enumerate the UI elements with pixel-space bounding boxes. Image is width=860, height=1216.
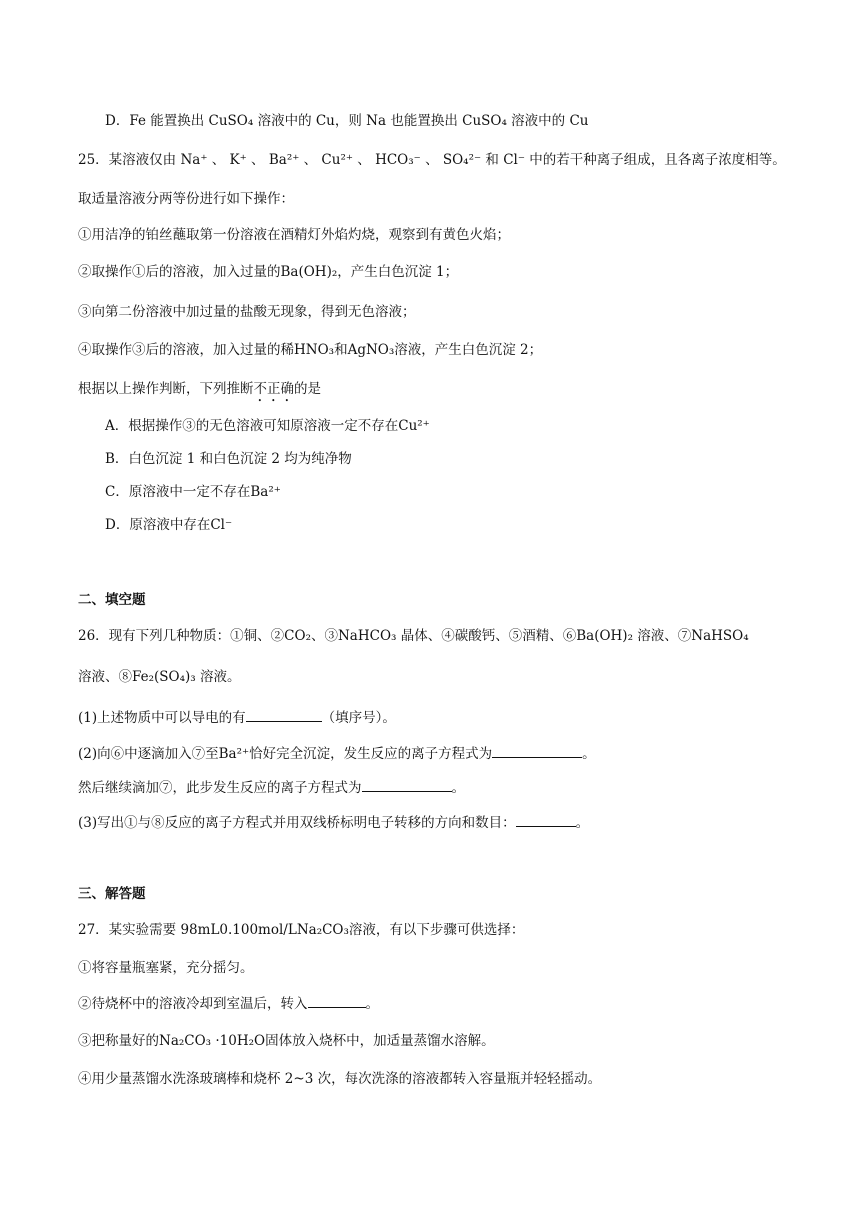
q25-step2-post: ，产生白色沉淀 1；	[337, 264, 459, 280]
q26-sub2b	[78, 777, 465, 798]
q27-step2-end: 。	[365, 996, 379, 1012]
q25-question-post: 的是	[294, 381, 321, 397]
q27-step3-pre: ③把称量好的	[78, 1033, 159, 1049]
q27-step2	[78, 993, 379, 1014]
q26-sub1-post: （填序号）。	[321, 710, 396, 726]
q25-option-d-text: D．原溶液中存在	[105, 517, 211, 533]
q25-option-a-text: A．根据操作③的无色溶液可知原溶液一定不存在	[105, 418, 399, 434]
q25-option-a	[105, 416, 430, 436]
q26-sub3-end: 。	[575, 815, 590, 831]
q25-option-a-chem: Cu²⁺	[398, 418, 430, 434]
section-2-heading: 二、填空题	[78, 592, 146, 608]
q26-stem-line2: 溶液、⑧Fe₂(SO₄)₃ 溶液。	[78, 669, 241, 685]
q25-stem-prefix: 25．某溶液仅由	[78, 152, 177, 168]
q27-step4: ④用少量蒸馏水洗涤玻璃棒和烧杯 2~3 次，每次洗涤的溶液都转入容量瓶并轻轻摇动。	[78, 1071, 602, 1087]
q26-sub2b-answer-blank[interactable]	[362, 777, 452, 792]
q25-stem	[78, 150, 786, 170]
q25-step2-pre: ②取操作①后的溶液，加入过量的	[78, 264, 281, 280]
q27-step3-chem: Na₂CO₃ ·10H₂O	[159, 1033, 266, 1049]
q27-stem	[78, 920, 524, 940]
q25-step4-pre: ④取操作③后的溶液，加入过量的稀	[78, 342, 294, 358]
q25-step4-chem2: AgNO₃	[347, 342, 395, 358]
q25-step4-mid: 和	[334, 342, 348, 358]
q26-sub3	[78, 812, 589, 833]
q26-sub2-chem: Ba²⁺	[218, 746, 250, 762]
q25-step4-chem1: HNO₃	[294, 342, 335, 358]
q24-option-d: D．Fe 能置换出 CuSO₄ 溶液中的 Cu，则 Na 也能置换出 CuSO₄ 溶液中的 Cu	[105, 113, 589, 129]
q27-step1: ①将容量瓶塞紧，充分摇匀。	[78, 960, 254, 976]
q26-stem-line1: 26．现有下列几种物质：①铜、②CO₂、③NaHCO₃ 晶体、④碳酸钙、⑤酒精、⑥Ba(OH)₂ 溶液、⑦NaHSO₄	[78, 628, 749, 644]
q25-question-emphasis: 不正确	[253, 381, 294, 397]
q25-step4	[78, 340, 542, 360]
q25-step4-post: 溶液，产生白色沉淀 2；	[394, 342, 543, 358]
q25-stem-suffix: 中的若干种离子组成，且各离子浓度相等。	[529, 152, 786, 168]
q26-sub2-answer-blank[interactable]	[492, 743, 582, 758]
q25-step3: ③向第二份溶液中加过量的盐酸无现象，得到无色溶液；	[78, 304, 416, 320]
q25-step1: ①用洁净的铂丝蘸取第一份溶液在酒精灯外焰灼烧，观察到有黄色火焰；	[78, 227, 510, 243]
q26-sub2b-end: 。	[451, 780, 465, 796]
q26-sub3-pre: (3)写出①与⑧反应的离子方程式并用双线桥标明电子转移的方向和数目：	[78, 815, 516, 831]
q26-sub2b-pre: 然后继续滴加⑦，此步发生反应的离子方程式为	[78, 780, 362, 796]
q25-option-c-text: C．原溶液中一定不存在	[105, 484, 251, 500]
q25-option-d	[105, 515, 232, 535]
q26-sub3-answer-blank[interactable]	[516, 812, 576, 827]
q25-option-c	[105, 482, 281, 502]
q25-question-pre: 根据以上操作判断，下列推断	[78, 381, 254, 397]
q26-sub2	[78, 743, 596, 764]
q25-step2-chem: Ba(OH)₂	[280, 264, 338, 280]
section-3-heading: 三、解答题	[78, 886, 146, 902]
q25-option-b: B．白色沉淀 1 和白色沉淀 2 均为纯净物	[105, 451, 352, 467]
q27-stem-pre: 27．某实验需要 98mL0.100mol/L	[78, 922, 297, 938]
q26-sub1	[78, 707, 396, 728]
q27-stem-post: 溶液，有以下步骤可供选择：	[348, 922, 525, 938]
q26-sub2-end: 。	[582, 746, 596, 762]
q25-intro: 取适量溶液分两等份进行如下操作：	[78, 191, 294, 207]
q27-step3-post: 固体放入烧杯中，加适量蒸馏水溶解。	[265, 1033, 495, 1049]
q25-question	[78, 379, 321, 405]
q25-option-c-chem: Ba²⁺	[250, 484, 281, 500]
q25-step2	[78, 262, 458, 282]
q26-sub1-answer-blank[interactable]	[246, 707, 322, 722]
q26-sub2-post: 恰好完全沉淀，发生反应的离子方程式为	[249, 746, 493, 762]
q25-option-d-chem: Cl⁻	[210, 517, 233, 533]
q27-step2-answer-blank[interactable]	[308, 993, 366, 1008]
q26-sub2-pre: (2)向⑥中逐滴加入⑦至	[78, 746, 219, 762]
q27-stem-chem: Na₂CO₃	[296, 922, 349, 938]
q26-sub1-pre: (1)上述物质中可以导电的有	[78, 710, 246, 726]
q27-step2-pre: ②待烧杯中的溶液冷却到室温后，转入	[78, 996, 308, 1012]
q25-ions: Na⁺ 、 K⁺ 、 Ba²⁺ 、 Cu²⁺ 、 HCO₃⁻ 、 SO₄²⁻ 和 Cl⁻	[180, 152, 525, 168]
q27-step3	[78, 1031, 495, 1051]
